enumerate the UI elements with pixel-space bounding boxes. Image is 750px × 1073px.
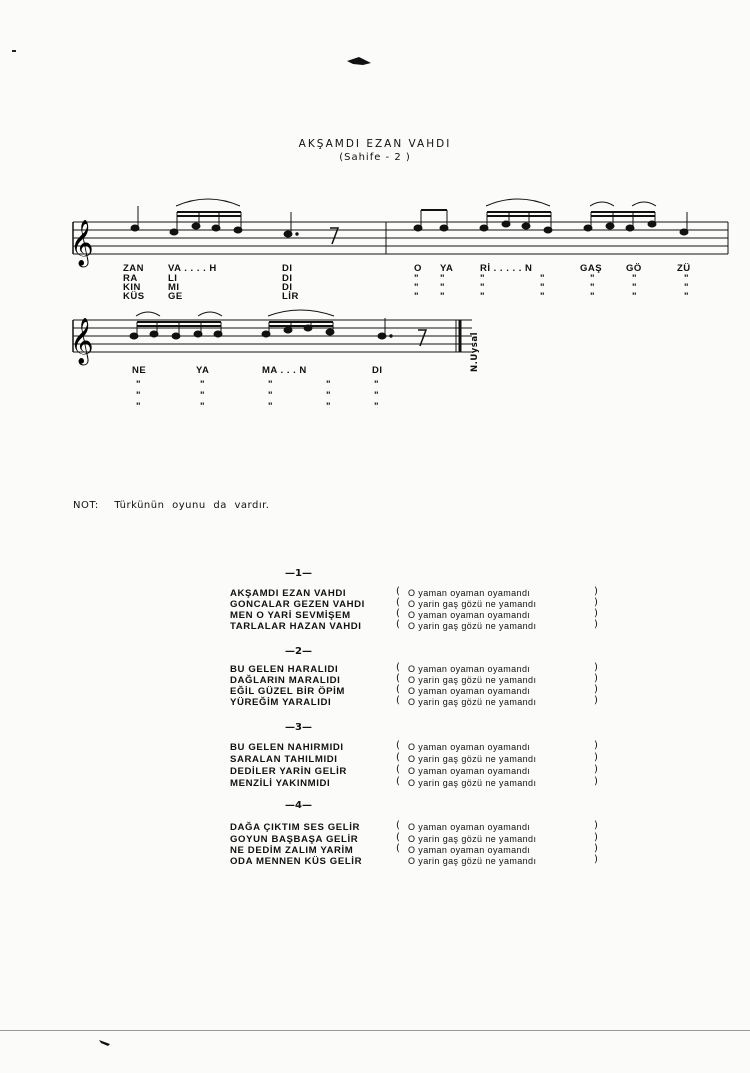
lyric-di-4: DI xyxy=(372,365,383,376)
verse-line: MENZİLİ YAKINMIDI xyxy=(230,778,331,789)
lyric-gas: GAŞ xyxy=(580,263,603,274)
composer-signature: N.Uysal xyxy=(470,332,480,372)
lyric-ya-1: YA xyxy=(440,263,454,274)
verse-line: AKŞAMDI EZAN VAHDI xyxy=(230,588,347,599)
refrain-line: O yaman oyaman oyamandı xyxy=(408,588,531,598)
verse-line: BU GELEN HARALIDI xyxy=(230,664,339,675)
bottom-rule xyxy=(0,1030,750,1031)
refrain-line: O yaman oyaman oyamandı xyxy=(408,845,531,855)
verse-line: GONCALAR GEZEN VAHDI xyxy=(230,599,365,610)
song-subtitle: (Sahife - 2 ) xyxy=(339,152,411,163)
refrain-line: O yarin gaş gözü ne yamandı xyxy=(408,754,537,764)
refrain-line: O yarin gaş gözü ne yamandı xyxy=(408,621,537,631)
refrain-line: O yarin gaş gözü ne yamandı xyxy=(408,697,537,707)
lyric-lir: LİR xyxy=(282,291,299,302)
music-staff-row-2 xyxy=(0,0,750,420)
verse-line: ODA MENNEN KÜS GELİR xyxy=(230,856,363,867)
refrain-line: O yarin gaş gözü ne yamandı xyxy=(408,599,537,609)
lyric-di-3: DI xyxy=(282,282,293,293)
treble-clef-icon-2: 𝄞 xyxy=(70,318,94,364)
verse-number: —2— xyxy=(285,646,312,657)
refrain-line: O yaman oyaman oyamandı xyxy=(408,610,531,620)
verse-number: —1— xyxy=(285,568,312,579)
verse-line: GOYUN BAŞBAŞA GELİR xyxy=(230,834,359,845)
lyric-zu: ZÜ xyxy=(677,263,691,274)
refrain-line: O yaman oyaman oyamandı xyxy=(408,822,531,832)
verse-number: —3— xyxy=(285,722,312,733)
note-text: Türkünün oyunu da vardır. xyxy=(114,500,270,511)
lyric-ya-2: YA xyxy=(196,365,210,376)
refrain-line: O yarin gaş gözü ne yamandı xyxy=(408,675,537,685)
verse-line: NE DEDİM ZALIM YARİM xyxy=(230,845,354,856)
refrain-line: O yaman oyaman oyamandı xyxy=(408,742,531,752)
verse-line: YÜREĞİM YARALIDI xyxy=(230,697,332,708)
verse-line: SARALAN TAHILMIDI xyxy=(230,754,338,765)
lyric-go: GÖ xyxy=(626,263,642,274)
ink-mark-bottom xyxy=(98,1038,112,1048)
refrain-line: O yaman oyaman oyamandı xyxy=(408,686,531,696)
note-label: NOT: xyxy=(73,500,99,511)
lyric-ge: GE xyxy=(168,291,183,302)
verse-line: DAĞA ÇIKTIM SES GELİR xyxy=(230,822,361,833)
refrain-line: O yarin gaş gözü ne yamandı xyxy=(408,834,537,844)
verse-line: MEN O YARİ SEVMİŞEM xyxy=(230,610,351,621)
lyric-di-2: DI xyxy=(282,273,293,284)
verse-line: DEDİLER YARİN GELİR xyxy=(230,766,347,777)
lyric-va-h: VA . . . . H xyxy=(168,263,217,274)
lyric-kin: KIN xyxy=(123,282,141,293)
lyric-ri-n: Rİ . . . . . N xyxy=(480,263,533,274)
verse-line: EĞİL GÜZEL BİR ÖPİM xyxy=(230,686,345,697)
verse-line: DAĞLARIN MARALIDI xyxy=(230,675,341,686)
lyric-ne: NE xyxy=(132,365,147,376)
refrain-line: O yaman oyaman oyamandı xyxy=(408,664,531,674)
lyric-o: O xyxy=(414,263,422,274)
lyric-mi: MI xyxy=(168,282,180,293)
verse-number: —4— xyxy=(285,800,312,811)
lyric-ra: RA xyxy=(123,273,138,284)
verse-line: BU GELEN NAHIRMIDI xyxy=(230,742,344,753)
lyric-ma-n: MA . . . N xyxy=(262,365,307,376)
treble-clef-icon: 𝄞 xyxy=(70,220,94,266)
refrain-line: O yarin gaş gözü ne yamandı xyxy=(408,856,537,866)
refrain-line: O yaman oyaman oyamandı xyxy=(408,766,531,776)
lyric-li: LI xyxy=(168,273,178,284)
lyric-di-1: DI xyxy=(282,263,293,274)
refrain-line: O yarin gaş gözü ne yamandı xyxy=(408,778,537,788)
note-line xyxy=(73,500,269,511)
song-title: AKŞAMDI EZAN VAHDI xyxy=(298,138,452,150)
lyric-kus: KÜS xyxy=(123,291,145,302)
verse-line: TARLALAR HAZAN VAHDI xyxy=(230,621,362,632)
lyric-zan: ZAN xyxy=(123,263,145,274)
